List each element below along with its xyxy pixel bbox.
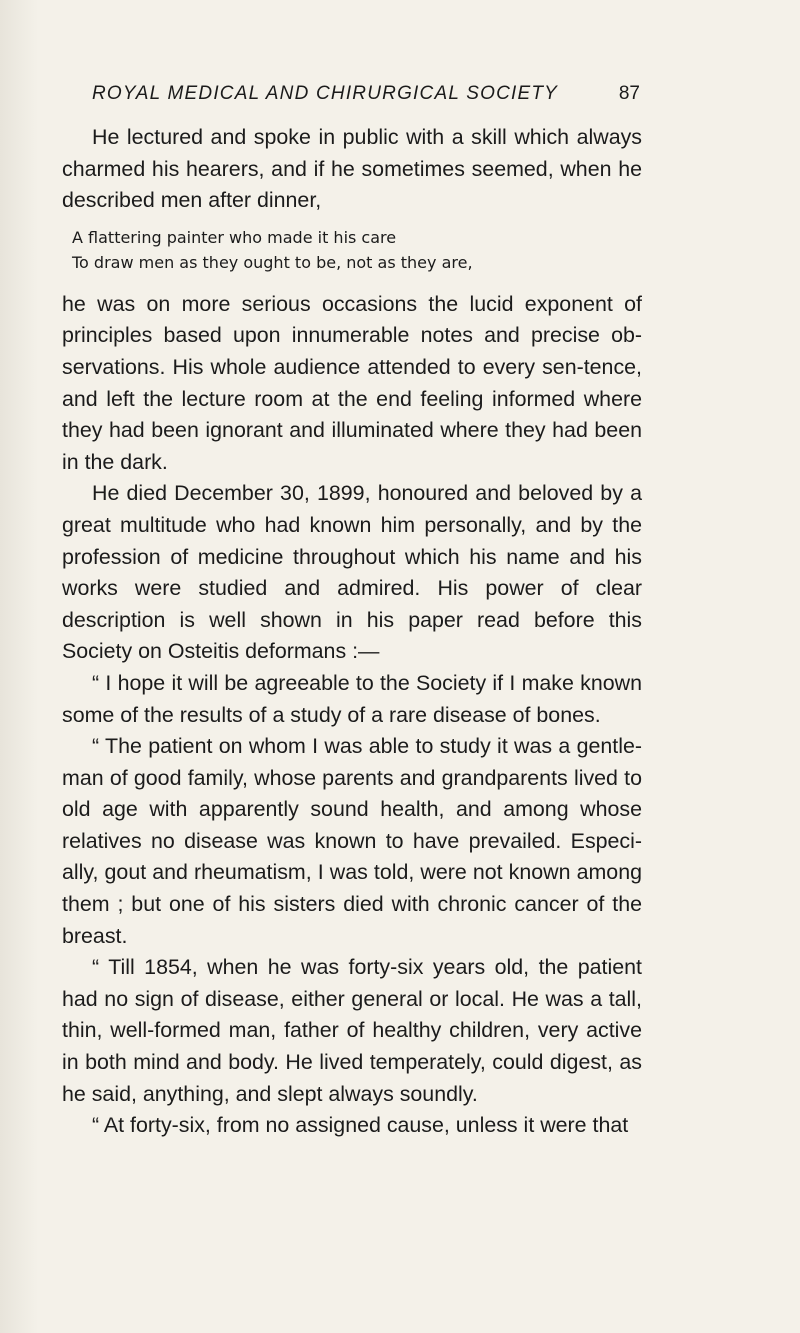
paragraph-quote-intro: “ I hope it will be agreeable to the Society if I make known some of the results of a study of a rare disease of bones. xyxy=(62,670,642,727)
paragraph-forty-six: “ At forty-six, from no assigned cause, unless it were that xyxy=(92,1113,629,1138)
paragraph-lecture-skill: He lectured and spoke in public with a skill which always charmed his hearers, and if he sometimes seemed, when he described men after dinner, xyxy=(62,125,642,213)
paragraph-serious-occasions: he was on more serious occasions the lucid exponent of principles based upon innumerable notes and precise ob-servations. His whole audience attended to every sen-tence, and left the lecture room at the end feeling informed where they had been ignorant and illuminated where they had been in the dark. xyxy=(62,291,642,474)
verse-line-2: To draw men as they ought to be, not as they are, xyxy=(72,252,473,272)
verse-line-1: A flattering painter who made it his care xyxy=(72,227,397,247)
page-header xyxy=(92,83,640,113)
running-title: ROYAL MEDICAL AND CHIRURGICAL SOCIETY xyxy=(92,83,559,104)
body-text xyxy=(62,122,642,1142)
paragraph-till-1854: “ Till 1854, when he was forty-six years old, the patient had no sign of disease, either general or local. He was a tall, thin, well-formed man, father of healthy children, very active in both mind and body. He lived temperately, could digest, as he said, anything, and slept always soundly. xyxy=(62,955,642,1106)
paragraph-patient: “ The patient on whom I was able to study it was a gentle-man of good family, whose parents and grandparents lived to old age with apparently sound health, and among whose relatives no disease was known to have prevailed. Especi-ally, gout and rheumatism, I was told, were not known among them ; but one of his sisters died with chronic cancer of the breast. xyxy=(62,734,642,948)
verse-quotation xyxy=(72,225,642,275)
paragraph-death: He died December 30, 1899, honoured and beloved by a great multitude who had known him personally, and by the profession of medicine throughout which his name and his works were studied and admired. His power of clear description is well shown in his paper read before this Society on Osteitis deformans :— xyxy=(62,481,642,664)
page-number: 87 xyxy=(618,83,640,104)
